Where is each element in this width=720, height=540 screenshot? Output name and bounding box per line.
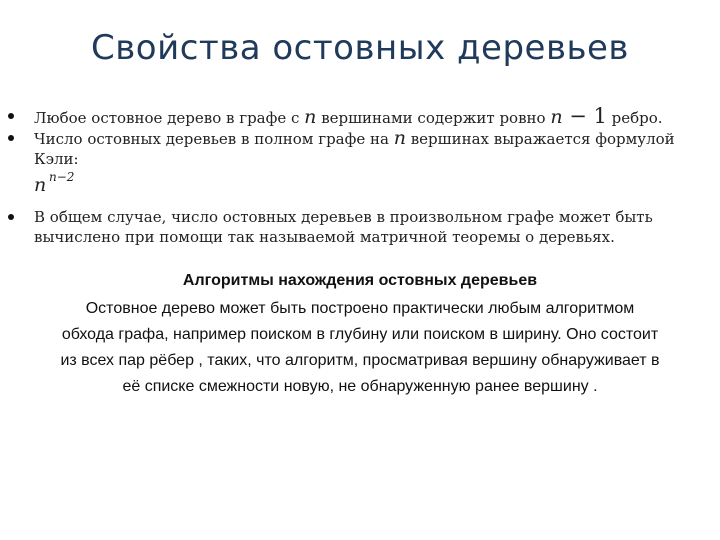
bullet-text: ребро. bbox=[606, 109, 663, 127]
bullet-text: В общем случае, число остовных деревьев в произвольном графе может быть вычислено при помощи так называемой матричной теоремы о деревьях. bbox=[34, 208, 653, 246]
math-variable: n bbox=[393, 127, 406, 149]
bullet-text: Любое остовное дерево в графе с bbox=[34, 109, 305, 127]
bullet-text: вершинах выражается формулой Кэли: bbox=[34, 130, 675, 168]
math-expression: − 1 bbox=[562, 104, 607, 128]
formula-base: n bbox=[34, 174, 47, 196]
bullet-item-cayley bbox=[8, 128, 714, 169]
bullet-list bbox=[8, 106, 714, 247]
math-variable: n bbox=[304, 106, 317, 128]
algorithms-section bbox=[60, 270, 660, 400]
bullet-dot-icon bbox=[8, 214, 14, 220]
formula-exponent: n−2 bbox=[49, 170, 75, 184]
cayley-formula bbox=[8, 169, 714, 197]
slide-title: Свойства остовных деревьев bbox=[91, 28, 629, 68]
section-body: Остовное дерево может быть построено практически любым алгоритмом обхода графа, например поиском в глубину или поиском в ширину. Оно состоит из всех пар рёбер , таких, что алгоритм, просматривая вершину обнаруживает в её списке смежности новую, не обнаруженную ранее вершину . bbox=[60, 300, 660, 395]
bullet-dot-icon bbox=[8, 113, 14, 119]
bullet-text: вершинами содержит ровно bbox=[316, 109, 551, 127]
bullet-text: Число остовных деревьев в полном графе на bbox=[34, 130, 394, 148]
bullet-item-matrix-theorem bbox=[8, 207, 714, 247]
math-variable: n bbox=[550, 106, 563, 128]
bullet-item-edges bbox=[8, 106, 714, 128]
section-heading: Алгоритмы нахождения остовных деревьев bbox=[182, 272, 538, 289]
bullet-dot-icon bbox=[8, 135, 14, 141]
